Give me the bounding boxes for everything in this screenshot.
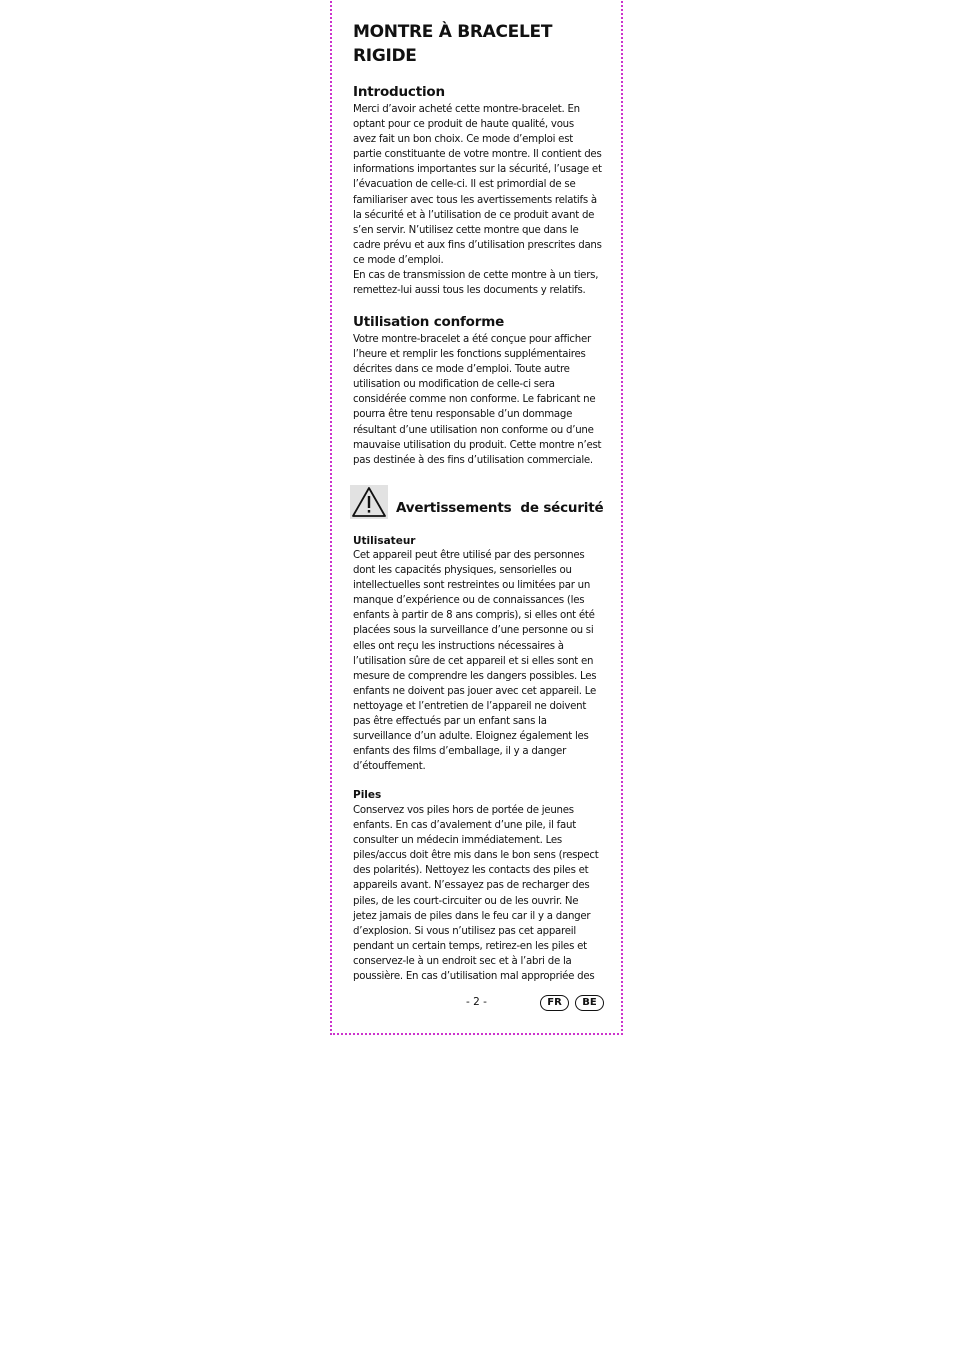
utilisation-text: Votre montre-bracelet a été conçue pour afficher l’heure et remplir les fonctions supplémentaires décrites dans ce mode d’emploi. Toute autre utilisation ou modification de celle-ci sera considérée comme non conforme. Le fabricant ne pourra être tenu responsable d’un dommage résultant d’une utilisation non conforme ou d’une mauvaise utilisation du produit. Cette montre n’est pas destinée à des fins d’utilisation commerciale. (353, 334, 602, 466)
manual-page (330, 0, 623, 1035)
utilisateur-text: Cet appareil peut être utilisé par des personnes dont les capacités physiques, sensorielles ou intellectuelles sont restreintes ou limitées par un manque d’expérience ou de connaissances (les enfants à partir de 8 ans compris), si elles ont été placées sous la surveillance d’une personne ou si elles ont reçu les instructions nécessaires à l’utilisation sûre de cet appareil et si elles sont en mesure de comprendre les dangers possibles. Les enfants ne doivent pas jouer avec cet appareil. Le nettoyage et l’entretien de l’appareil ne doivent pas être effectués par un enfant sans la surveillance d’un adulte. Eloignez également les enfants des films d’emballage, il y a danger d’étouffement. (353, 550, 597, 773)
page-number: - 2 - (466, 996, 487, 1008)
safety-heading: Avertissements de sécurité (396, 500, 604, 516)
warning-triangle-icon (350, 485, 388, 519)
piles-text: Conservez vos piles hors de portée de jeunes enfants. En cas d’avalement d’une pile, il faut consulter un médecin immédiatement. Les piles/accus doit être mis dans le bon sens (respect des polarités). Nettoyez les contacts des piles et appareils avant. N’essayez pas de recharger des piles, de les court-circuiter ou de les ouvrir. Ne jetez jamais de piles dans le feu car il y a danger d’explosion. Si vous n’utilisez pas cet appareil pendant un certain temps, retirez-en les piles et conservez-le à un endroit sec et à l’abri de la poussière. En cas d’utilisation mal appropriée des (353, 805, 599, 983)
country-badge-be: BE (575, 995, 604, 1011)
introduction-text: Merci d’avoir acheté cette montre-bracelet. En optant pour ce produit de haute qualité, vous avez fait un bon choix. Ce mode d’emploi est partie constituante de votre montre. Il contient des informations importantes sur la sécurité, l’usage et l’évacuation de celle-ci. Il est primordial de se familiariser avec tous les avertissements relatifs à la sécurité et à l’utilisation de ce produit avant de s’en servir. N’utilisez cette montre que dans le cadre prévu et aux fins d’utilisation prescrites dans ce mode d’emploi. En cas de transmission de cette montre à un tiers, remettez-lui aussi tous les documents y relatifs. (353, 104, 602, 297)
introduction-heading: Introduction (353, 84, 445, 100)
utilisateur-heading: Utilisateur (353, 535, 416, 547)
utilisation-heading: Utilisation conforme (353, 314, 505, 330)
page-title: MONTRE À BRACELET RIGIDE (353, 22, 553, 66)
country-badge-fr: FR (540, 995, 569, 1011)
piles-heading: Piles (353, 789, 382, 801)
